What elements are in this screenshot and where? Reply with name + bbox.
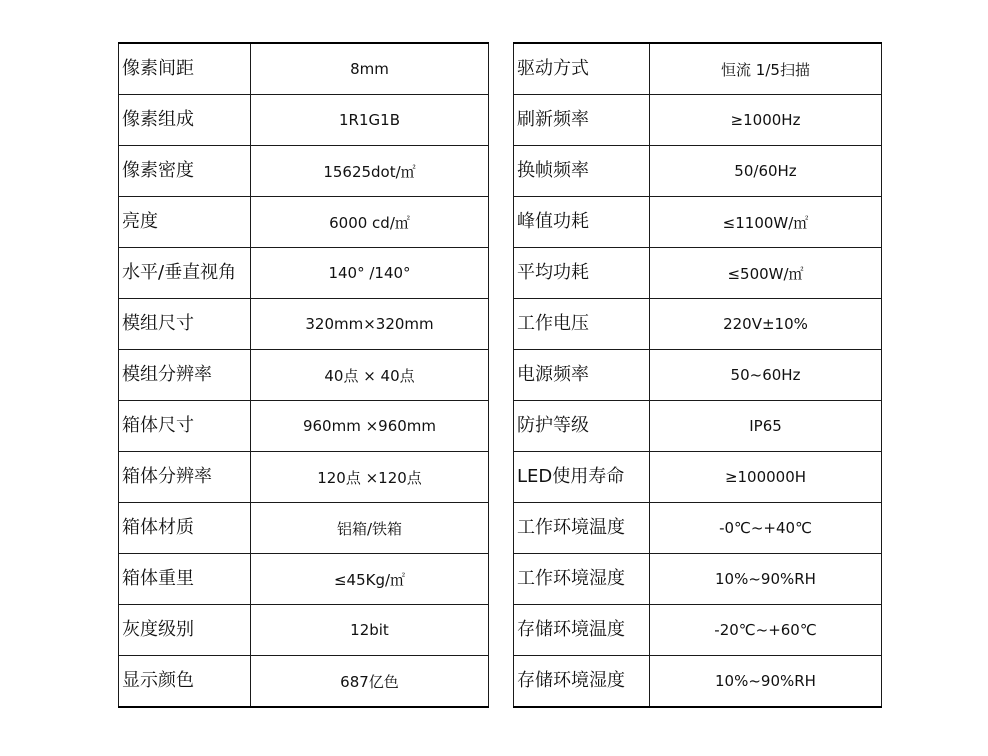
- spec-label: 驱动方式: [514, 43, 650, 95]
- table-row: [119, 503, 489, 554]
- table-row: [514, 401, 882, 452]
- spec-label: 存储环境温度: [514, 605, 650, 656]
- table-row: [514, 146, 882, 197]
- table-row: [119, 197, 489, 248]
- table-row: [514, 503, 882, 554]
- spec-label: 存储环境湿度: [514, 656, 650, 708]
- table-row: [119, 452, 489, 503]
- spec-value: 687亿色: [251, 656, 489, 708]
- table-row: [514, 554, 882, 605]
- spec-value: 12bit: [251, 605, 489, 656]
- spec-value: 120点 ×120点: [251, 452, 489, 503]
- spec-label: 平均功耗: [514, 248, 650, 299]
- spec-label: 像素密度: [119, 146, 251, 197]
- spec-value: 320mm×320mm: [251, 299, 489, 350]
- table-row: [514, 43, 882, 95]
- spec-label: 水平/垂直视角: [119, 248, 251, 299]
- table-row: [119, 350, 489, 401]
- spec-label: 防护等级: [514, 401, 650, 452]
- spec-value: IP65: [650, 401, 882, 452]
- spec-value: 10%~90%RH: [650, 656, 882, 708]
- spec-label: 灰度级别: [119, 605, 251, 656]
- spec-value: 960mm ×960mm: [251, 401, 489, 452]
- spec-label: 箱体尺寸: [119, 401, 251, 452]
- table-row: [514, 605, 882, 656]
- spec-value: 15625dot/㎡: [251, 146, 489, 197]
- table-row: [119, 248, 489, 299]
- spec-label: 工作电压: [514, 299, 650, 350]
- spec-value: 6000 cd/㎡: [251, 197, 489, 248]
- table-row: [119, 656, 489, 708]
- spec-value: 10%~90%RH: [650, 554, 882, 605]
- spec-label: 模组分辨率: [119, 350, 251, 401]
- table-row: [514, 299, 882, 350]
- spec-value: 8mm: [251, 43, 489, 95]
- spec-label: 箱体材质: [119, 503, 251, 554]
- table-row: [119, 299, 489, 350]
- spec-value: -20℃~+60℃: [650, 605, 882, 656]
- spec-label: 电源频率: [514, 350, 650, 401]
- spec-label: 箱体重里: [119, 554, 251, 605]
- table-row: [119, 401, 489, 452]
- table-row: [119, 43, 489, 95]
- spec-label: 刷新频率: [514, 95, 650, 146]
- spec-value: ≥1000Hz: [650, 95, 882, 146]
- spec-value: ≤1100W/㎡: [650, 197, 882, 248]
- spec-table-left: [118, 42, 489, 708]
- spec-value: 220V±10%: [650, 299, 882, 350]
- spec-label: 模组尺寸: [119, 299, 251, 350]
- spec-label: 工作环境湿度: [514, 554, 650, 605]
- spec-label: 像素间距: [119, 43, 251, 95]
- table-row: [514, 656, 882, 708]
- spec-label: LED使用寿命: [514, 452, 650, 503]
- table-row: [119, 554, 489, 605]
- spec-value: 1R1G1B: [251, 95, 489, 146]
- spec-value: 铝箱/铁箱: [251, 503, 489, 554]
- spec-value: 40点 × 40点: [251, 350, 489, 401]
- spec-label: 箱体分辨率: [119, 452, 251, 503]
- spec-value: -0℃~+40℃: [650, 503, 882, 554]
- table-row: [119, 146, 489, 197]
- table-row: [514, 197, 882, 248]
- table-row: [119, 605, 489, 656]
- spec-value: ≤500W/㎡: [650, 248, 882, 299]
- spec-label: 亮度: [119, 197, 251, 248]
- spec-label: 像素组成: [119, 95, 251, 146]
- spec-value: ≥100000H: [650, 452, 882, 503]
- spec-label: 峰值功耗: [514, 197, 650, 248]
- spec-value: 恒流 1/5扫描: [650, 43, 882, 95]
- table-row: [514, 95, 882, 146]
- spec-table-right: [513, 42, 882, 708]
- spec-label: 显示颜色: [119, 656, 251, 708]
- table-row: [514, 350, 882, 401]
- spec-label: 工作环境温度: [514, 503, 650, 554]
- spec-value: 140° /140°: [251, 248, 489, 299]
- table-row: [514, 248, 882, 299]
- table-row: [514, 452, 882, 503]
- table-row: [119, 95, 489, 146]
- spec-value: ≤45Kg/㎡: [251, 554, 489, 605]
- spec-label: 换帧频率: [514, 146, 650, 197]
- spec-value: 50~60Hz: [650, 350, 882, 401]
- spec-value: 50/60Hz: [650, 146, 882, 197]
